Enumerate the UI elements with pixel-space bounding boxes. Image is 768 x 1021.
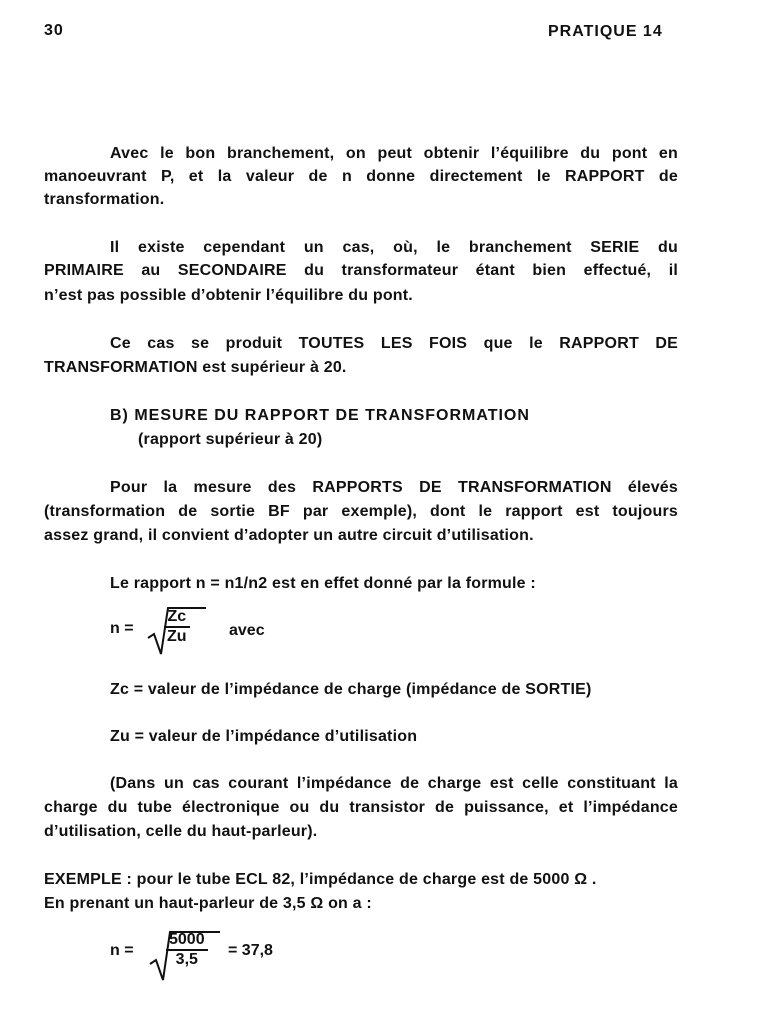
formula-2-numerator: 5000 (166, 931, 208, 951)
paragraph-4-line-3: assez grand, il convient d’adopter un autre circuit d’utilisation. (44, 527, 534, 544)
formula-2-result: = 37,8 (228, 942, 273, 959)
section-b-subtitle: (rapport supérieur à 20) (138, 431, 323, 448)
paragraph-3-line-1: Ce cas se produit TOUTES LES FOIS que le RAPPORT DE (110, 335, 678, 352)
formula-1-numerator: Zc (164, 608, 190, 628)
paragraph-4-line-2: (transformation de sortie BF par exemple), dont le rapport est toujours (44, 503, 678, 520)
paragraph-1-line-2: manoeuvrant P, et la valeur de n donne directement le RAPPORT de (44, 168, 678, 185)
formula-2-denominator: 3,5 (175, 951, 198, 968)
paragraph-4-line-1: Pour la mesure des RAPPORTS DE TRANSFORMATION élevés (110, 479, 678, 496)
paragraph-2-line-2: PRIMAIRE au SECONDAIRE du transformateur étant bien effectué, il (44, 262, 678, 279)
paragraph-3-line-2: TRANSFORMATION est supérieur à 20. (44, 359, 347, 376)
paragraph-5-line-1: (Dans un cas courant l’impédance de charge est celle constituant la (110, 775, 678, 792)
formula-1-denominator: Zu (167, 628, 187, 645)
definition-zu: Zu = valeur de l’impédance d’utilisation (110, 728, 418, 745)
formula-2-fraction (166, 931, 208, 969)
formula-intro: Le rapport n = n1/n2 est en effet donné par la formule : (110, 575, 536, 592)
formula-2-lhs: n = (110, 942, 134, 959)
formula-1-lhs: n = (110, 620, 134, 637)
paragraph-5-line-3: d’utilisation, celle du haut-parleur). (44, 823, 318, 840)
paragraph-1-line-3: transformation. (44, 191, 165, 208)
page-number: 30 (44, 22, 64, 39)
example-line-1: EXEMPLE : pour le tube ECL 82, l’impédance de charge est de 5000 Ω . (44, 871, 597, 888)
formula-1-after: avec (229, 622, 265, 639)
paragraph-2-line-3: n’est pas possible d’obtenir l’équilibre du pont. (44, 287, 413, 304)
paragraph-5-line-2: charge du tube électronique ou du transistor de puissance, et l’impédance (44, 799, 678, 816)
formula-1-fraction (164, 608, 190, 646)
paragraph-2-line-1: Il existe cependant un cas, où, le branchement SERIE du (110, 239, 678, 256)
paragraph-1-line-1: Avec le bon branchement, on peut obtenir l’équilibre du pont en (110, 145, 678, 162)
definition-zc: Zc = valeur de l’impédance de charge (impédance de SORTIE) (110, 681, 592, 698)
running-title: PRATIQUE 14 (548, 23, 663, 40)
section-b-title: B) MESURE DU RAPPORT DE TRANSFORMATION (110, 407, 530, 424)
example-line-2: En prenant un haut-parleur de 3,5 Ω on a : (44, 895, 372, 912)
